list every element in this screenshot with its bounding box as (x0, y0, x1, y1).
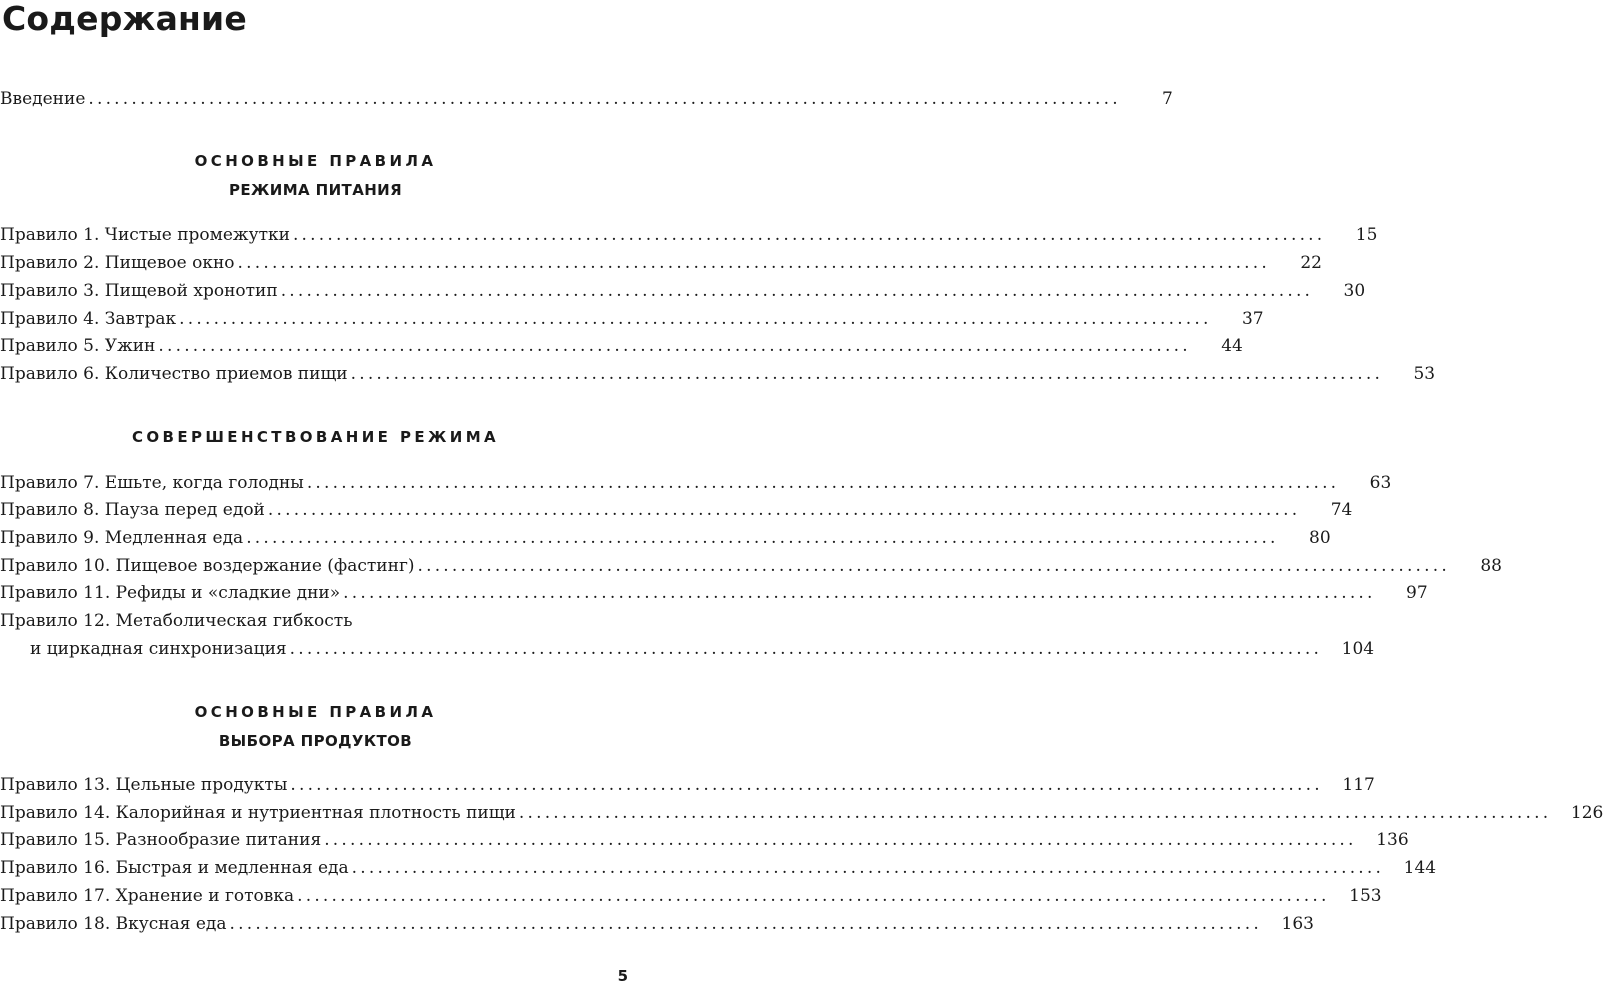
toc-entry[interactable] (0, 361, 1436, 387)
toc-entry-title: Правило 14. Калорийная и нутриентная плотность пищи (0, 803, 516, 823)
dot-leader: ........................................................................................................................ (417, 556, 1450, 576)
page-title: Содержание (2, 0, 247, 38)
toc-page-number: 144 (1403, 858, 1437, 878)
toc-page-number: 30 (1343, 281, 1366, 301)
toc-entry-intro[interactable] (0, 86, 1173, 112)
toc-page-number: 74 (1330, 500, 1353, 520)
toc-entry-continuation[interactable] (0, 636, 1375, 662)
toc-entry[interactable] (0, 497, 1353, 523)
toc-entry[interactable] (0, 772, 1375, 798)
section-subheading: РЕЖИМА ПИТАНИЯ (228, 181, 403, 199)
toc-entry-title: Правило 8. Пауза перед едой (0, 500, 265, 520)
toc-entry[interactable] (0, 470, 1392, 496)
toc-entry[interactable] (0, 250, 1322, 276)
toc-entry-title: Правило 4. Завтрак (0, 309, 177, 329)
dot-leader: ........................................................................................................................ (292, 225, 1326, 245)
toc-entry[interactable] (0, 553, 1502, 579)
dot-leader: ........................................................................................................................ (229, 914, 1262, 934)
toc-page-number: 126 (1570, 803, 1603, 823)
toc-entry[interactable] (0, 827, 1409, 853)
dot-leader: ........................................................................................................................ (267, 500, 1301, 520)
section-subheading: ВЫБОРА ПРОДУКТОВ (218, 732, 413, 750)
toc-entry[interactable] (0, 883, 1382, 909)
toc-entry-title: Правило 10. Пищевое воздержание (фастинг) (0, 556, 415, 576)
toc-entry[interactable] (0, 333, 1243, 359)
toc-entry[interactable] (0, 580, 1428, 606)
toc-page-number: 117 (1342, 775, 1375, 795)
toc-entry-title: Правило 5. Ужин (0, 336, 156, 356)
toc-entry[interactable] (0, 911, 1314, 937)
dot-leader: ........................................................................................................................ (324, 830, 1357, 850)
dot-leader: ........................................................................................................................ (158, 336, 1191, 356)
toc-entry-title: Правило 13. Цельные продукты (0, 775, 288, 795)
toc-entry-title: Правило 3. Пищевой хронотип (0, 281, 278, 301)
toc-entry-title: Правило 7. Ешьте, когда голодны (0, 473, 304, 493)
toc-page-number: 22 (1300, 253, 1322, 273)
page-number: 5 (617, 967, 628, 985)
toc-entry[interactable] (0, 855, 1437, 881)
dot-leader: ........................................................................................................................ (351, 858, 1385, 878)
toc-page-number: 104 (1341, 639, 1375, 659)
dot-leader: ........................................................................................................................ (290, 775, 1323, 795)
dot-leader: ........................................................................................................................ (246, 528, 1279, 548)
dot-leader: ........................................................................................................................ (237, 253, 1270, 273)
dot-leader: ........................................................................................................................ (306, 473, 1340, 493)
dot-leader: ........................................................................................................................ (179, 309, 1212, 329)
toc-entry[interactable] (0, 306, 1264, 332)
toc-page-number: 88 (1480, 556, 1502, 576)
toc-page-number: 15 (1355, 225, 1378, 245)
toc-entry-title: Правило 12. Метаболическая гибкость (0, 611, 353, 631)
section-heading: ОСНОВНЫЕ ПРАВИЛА (194, 152, 437, 170)
toc-entry[interactable] (0, 608, 631, 634)
toc-entry-title: Правило 18. Вкусная еда (0, 914, 227, 934)
toc-page-number: 153 (1349, 886, 1382, 906)
toc-entry-title: Правило 6. Количество приемов пищи (0, 364, 348, 384)
toc-page-number: 7 (1162, 89, 1173, 109)
toc-page-number: 80 (1309, 528, 1331, 548)
dot-leader: ........................................................................................................................ (297, 886, 1330, 906)
toc-page-number: 97 (1406, 583, 1428, 603)
toc-entry-title: Введение (0, 89, 86, 109)
toc-page-number: 163 (1281, 914, 1314, 934)
toc-page-number: 53 (1413, 364, 1436, 384)
dot-leader: ........................................................................................................................ (280, 281, 1314, 301)
dot-leader: ........................................................................................................................ (88, 89, 1121, 109)
dot-leader: ........................................................................................................................ (350, 364, 1384, 384)
section-heading: СОВЕРШЕНСТВОВАНИЕ РЕЖИМА (131, 428, 500, 446)
toc-entry-title-continuation: и циркадная синхронизация (30, 639, 287, 659)
toc-entry-title: Правило 2. Пищевое окно (0, 253, 235, 273)
dot-leader: ........................................................................................................................ (343, 583, 1376, 603)
toc-entry[interactable] (0, 800, 1603, 826)
toc-entry-title: Правило 9. Медленная еда (0, 528, 244, 548)
dot-leader: ........................................................................................................................ (289, 639, 1323, 659)
toc-page-number: 44 (1221, 336, 1243, 356)
toc-page-number: 136 (1376, 830, 1409, 850)
toc-entry-title: Правило 15. Разнообразие питания (0, 830, 322, 850)
section-heading: ОСНОВНЫЕ ПРАВИЛА (194, 703, 437, 721)
toc-entry[interactable] (0, 278, 1366, 304)
toc-entry[interactable] (0, 525, 1331, 551)
toc-page-number: 37 (1241, 309, 1264, 329)
toc-page-number: 63 (1369, 473, 1392, 493)
toc-entry[interactable] (0, 222, 1378, 248)
toc-entry-title: Правило 16. Быстрая и медленная еда (0, 858, 349, 878)
toc-entry-title: Правило 17. Хранение и готовка (0, 886, 295, 906)
dot-leader: ........................................................................................................................ (518, 803, 1552, 823)
toc-entry-title: Правило 11. Рефиды и «сладкие дни» (0, 583, 341, 603)
toc-entry-title: Правило 1. Чистые промежутки (0, 225, 290, 245)
